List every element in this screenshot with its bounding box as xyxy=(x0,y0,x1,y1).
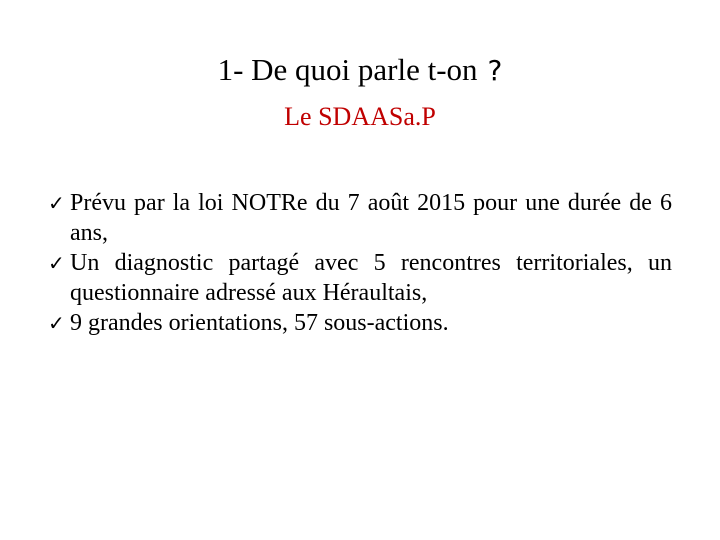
bullet-item xyxy=(48,188,672,248)
bullet-text: Un diagnostic partagé avec 5 rencontres territoriales, un questionnaire adressé aux Héraultais, xyxy=(70,250,672,306)
slide-subtitle: Le SDAASa.P xyxy=(284,102,436,131)
check-icon: ✓ xyxy=(48,311,65,335)
check-icon: ✓ xyxy=(48,251,65,275)
bullet-text: Prévu par la loi NOTRe du 7 août 2015 pour une durée de 6 ans, xyxy=(70,190,672,246)
question-mark: ? xyxy=(487,54,503,87)
bullet-item xyxy=(48,248,672,308)
bullet-text: 9 grandes orientations, 57 sous-actions. xyxy=(70,310,449,336)
bullet-list xyxy=(48,188,672,338)
title-text: 1- De quoi parle t-on xyxy=(217,52,478,87)
slide-title xyxy=(0,50,720,91)
bullet-item xyxy=(48,308,672,338)
check-icon: ✓ xyxy=(48,191,65,215)
